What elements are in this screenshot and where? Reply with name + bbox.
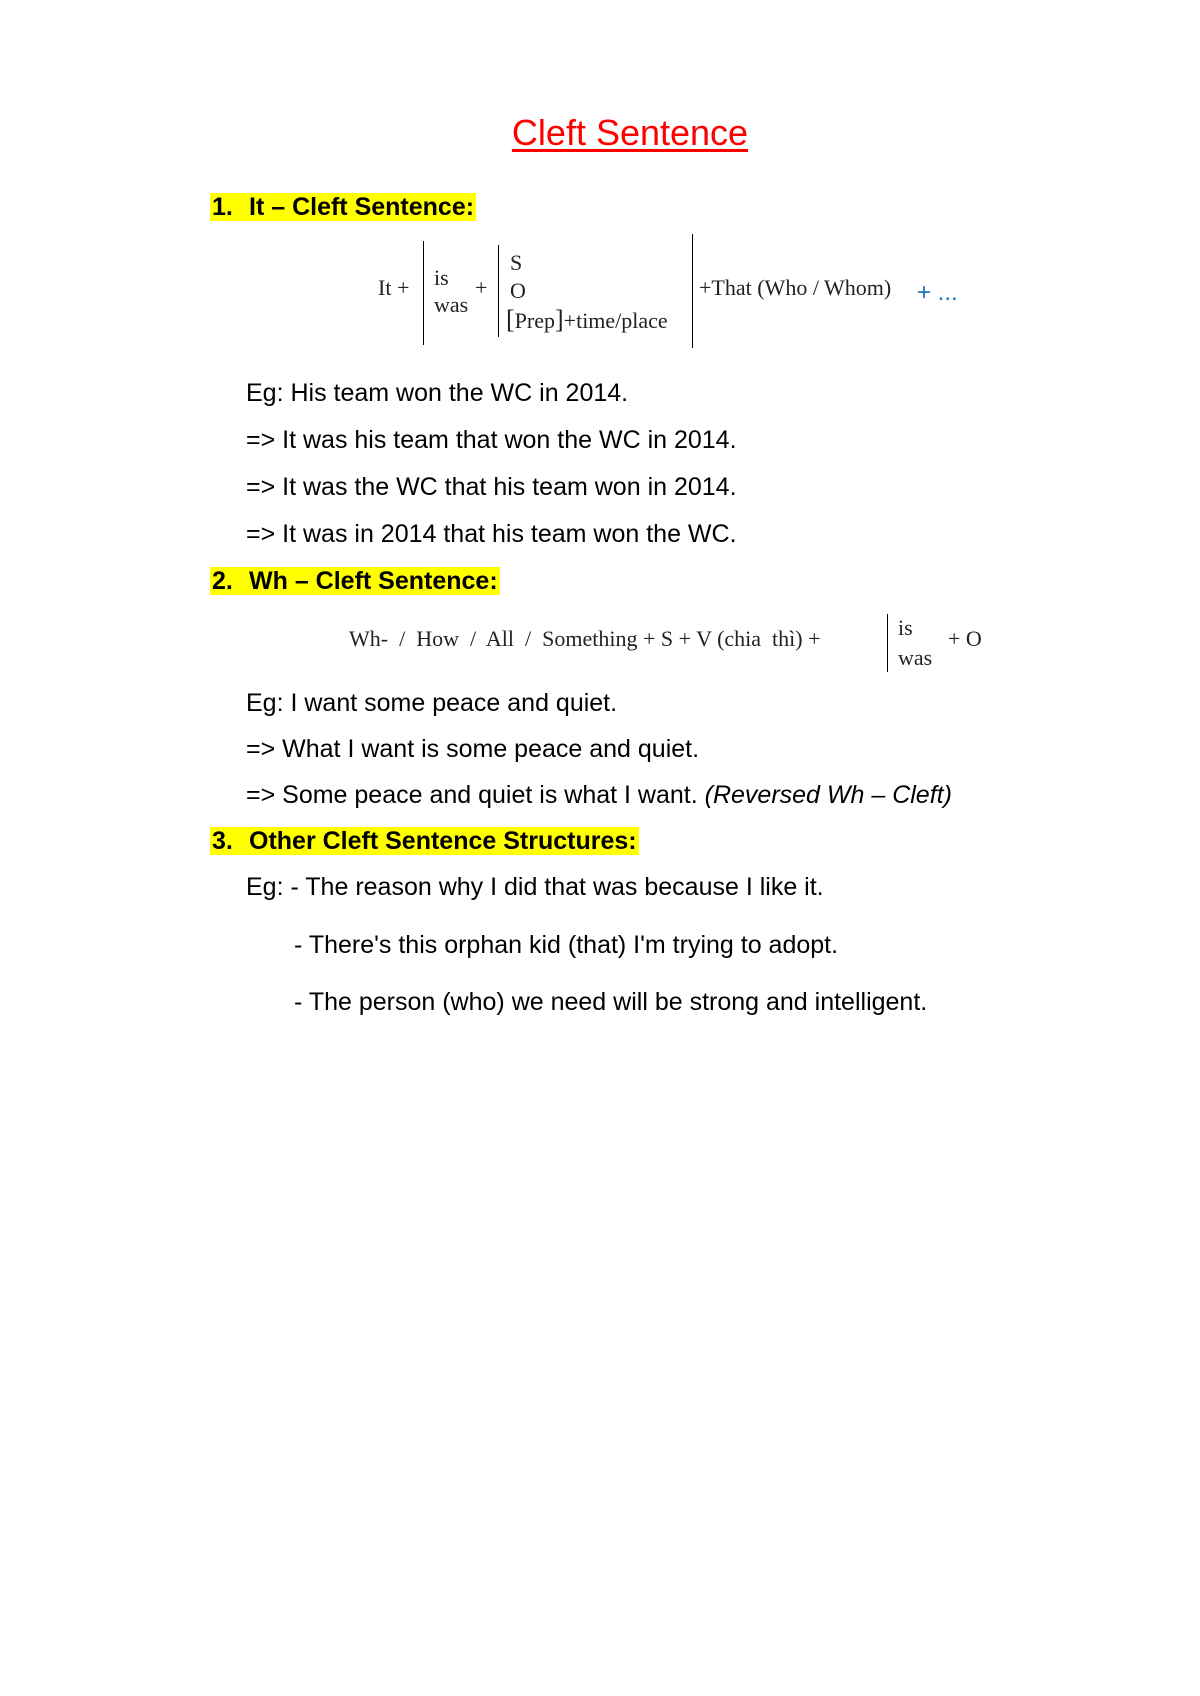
wh-formula-start: Wh- / How / All / Something + S + V (chia thì) + xyxy=(349,626,821,651)
section-2-example-1: Eg: I want some peace and quiet. xyxy=(246,689,618,717)
section-2-example-3-line xyxy=(246,780,952,810)
wh-formula-verb-is: is xyxy=(898,615,913,640)
section-2-example-3: => Some peace and quiet is what I want. xyxy=(246,781,698,809)
formula-tail-blue: + ... xyxy=(917,279,958,306)
formula-bar-options xyxy=(498,245,499,337)
wh-formula-verb-was: was xyxy=(898,645,933,670)
formula-bar-left xyxy=(423,241,424,345)
formula-verb-is: is xyxy=(434,265,449,290)
section-3-title: Other Cleft Sentence Structures: xyxy=(249,827,637,855)
reversed-note: (Reversed Wh – Cleft) xyxy=(704,781,952,809)
section-3-number: 3. xyxy=(212,827,233,855)
section-2-heading xyxy=(210,566,500,596)
page-title: Cleft Sentence xyxy=(511,112,749,153)
section-1-heading xyxy=(210,192,476,222)
section-2-title: Wh – Cleft Sentence: xyxy=(249,567,498,595)
formula-tail: +That (Who / Whom) xyxy=(699,275,892,300)
section-1-example-1: Eg: His team won the WC in 2014. xyxy=(246,379,629,407)
section-3-example-1: Eg: - The reason why I did that was because I like it. xyxy=(246,873,824,901)
section-1-number: 1. xyxy=(212,193,233,221)
formula-option-s: S xyxy=(510,250,523,275)
formula-prep-rest: +time/place xyxy=(563,308,668,333)
section-1-example-2: => It was his team that won the WC in 2014. xyxy=(246,426,737,454)
section-1-example-4: => It was in 2014 that his team won the WC. xyxy=(246,520,737,548)
section-1-title: It – Cleft Sentence: xyxy=(249,193,475,221)
section-3-example-3: - The person (who) we need will be strong and intelligent. xyxy=(294,988,928,1016)
formula-prep-group: [Prep]+time/place xyxy=(506,305,668,334)
wh-formula-end: + O xyxy=(948,626,982,651)
section-3-heading xyxy=(210,826,639,856)
wh-formula-bar xyxy=(887,614,888,672)
formula-plus: + xyxy=(475,275,488,300)
section-2-example-2: => What I want is some peace and quiet. xyxy=(246,735,700,763)
formula-it: It + xyxy=(378,275,410,300)
formula-prep: Prep xyxy=(514,308,555,333)
section-1-example-3: => It was the WC that his team won in 2014. xyxy=(246,473,737,501)
section-2-number: 2. xyxy=(212,567,233,595)
formula-bar-right xyxy=(692,234,693,348)
formula-verb-was: was xyxy=(434,292,469,317)
formula-option-o: O xyxy=(510,278,526,303)
section-3-example-2: - There's this orphan kid (that) I'm trying to adopt. xyxy=(294,931,839,959)
